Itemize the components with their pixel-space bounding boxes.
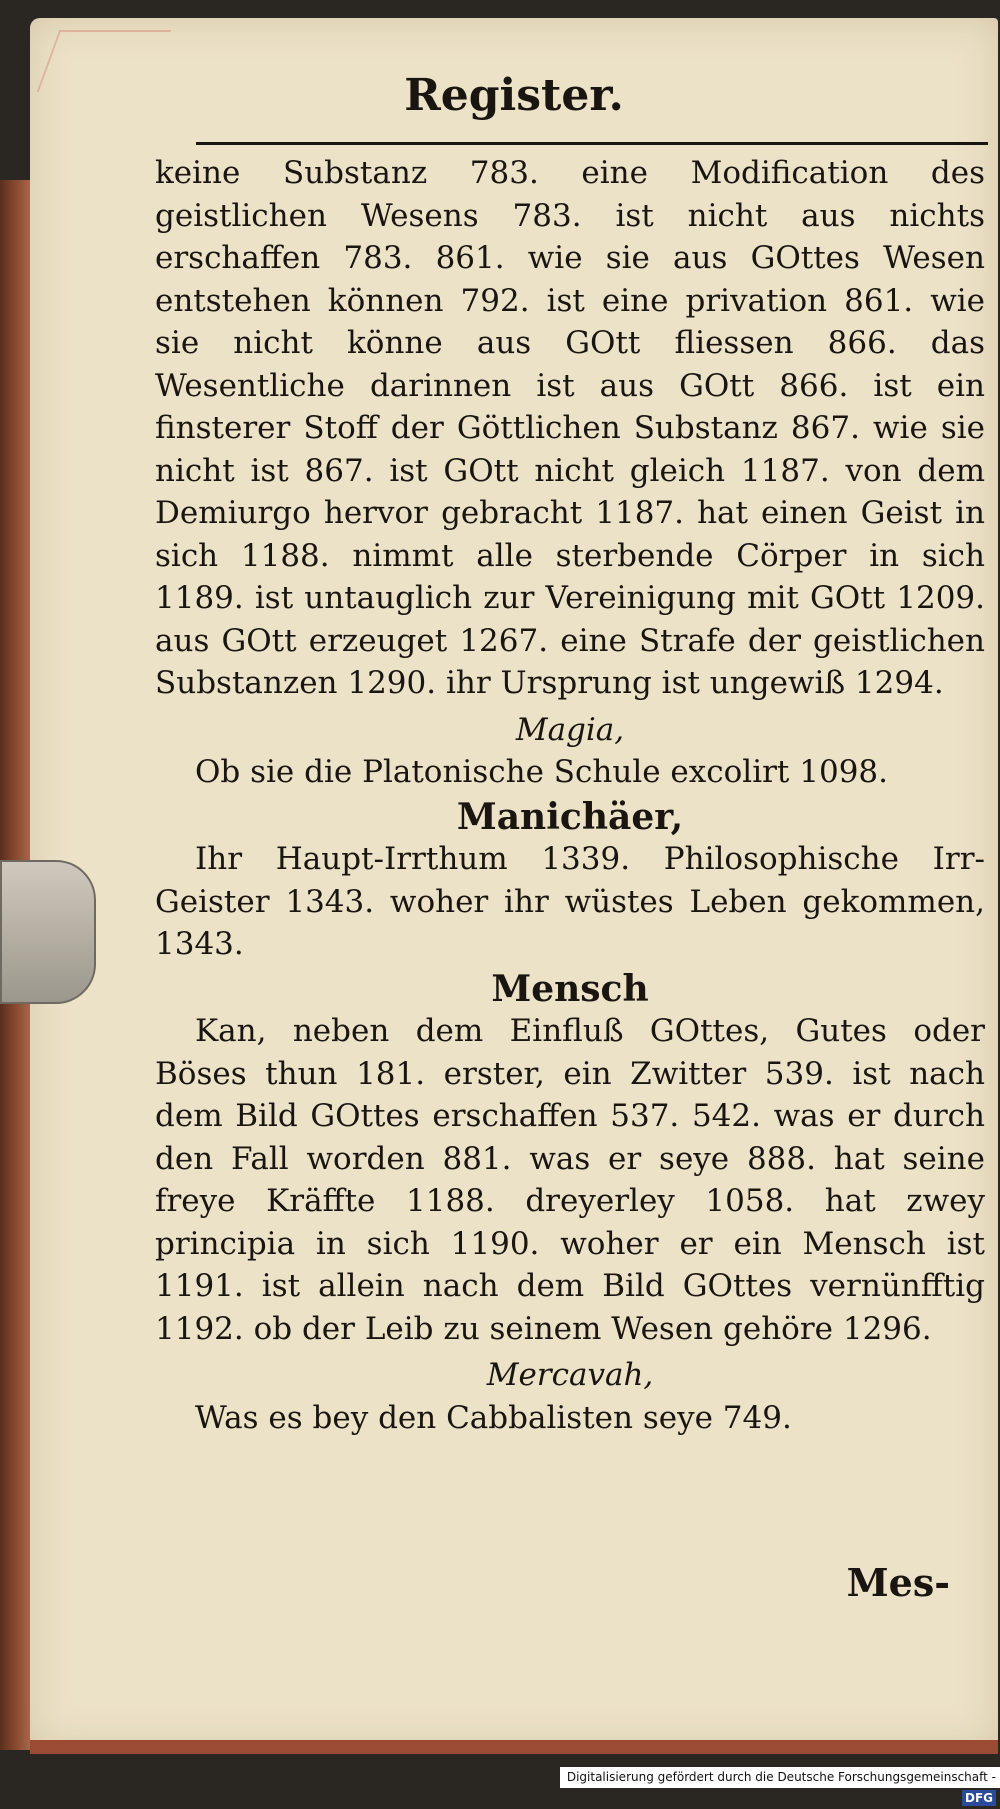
register-entry-manichaeer: Ihr Haupt-Irrthum 1339. Philosophische Irr-Geister 1343. woher ihr wüstes Leben gekommen, 1343. <box>155 841 985 962</box>
heading-manichaeer: Manichäer, <box>456 795 684 838</box>
heading-magia: Magia, <box>515 711 625 748</box>
catchword: Mes- <box>846 1560 950 1605</box>
register-entry-substanz: keine Substanz 783. eine Modification des geistlichen Wesens 783. ist nicht aus nichts erschaffen 783. 861. wie sie aus GOttes Wesen entstehen können 792. ist eine privation 861. wie sie nicht könne aus GOtt fliessen 866. das Wesentliche darinnen ist aus GOtt 866. ist ein finsterer Stoff der Göttlichen Substanz 867. wie sie nicht ist 867. ist GOtt nicht gleich 1187. von dem Demiurgo hervor gebracht 1187. hat einen Geist in sich 1188. nimmt alle sterbende Cörper in sich 1189. ist untauglich zur Vereinigung mit GOtt 1209. aus GOtt erzeuget 1267. eine Strafe der geistlichen Substanzen 1290. ihr Ursprung ist ungewiß 1294. <box>155 155 985 701</box>
heading-mensch: Mensch <box>491 967 649 1010</box>
register-text <box>155 152 985 1439</box>
page-bottom-edge <box>30 1740 998 1754</box>
header-rule <box>196 142 988 145</box>
page-clip <box>0 860 96 1004</box>
footer-text: Digitalisierung gefördert durch die Deutsche Forschungsgemeinschaft - <box>566 1770 996 1784</box>
register-entry-mercavah: Was es bey den Cabbalisten seye 749. <box>195 1399 792 1436</box>
page-header: Register. <box>404 70 624 121</box>
dfg-logo: DFG <box>962 1790 996 1806</box>
digitization-footer <box>560 1767 1000 1805</box>
register-entry-mensch: Kan, neben dem Einfluß GOttes, Gutes oder Böses thun 181. erster, ein Zwitter 539. ist nach dem Bild GOttes erschaffen 537. 542. was er durch den Fall worden 881. was er seye 888. hat seine freye Kräffte 1188. dreyerley 1058. hat zwey principia in sich 1190. woher er ein Mensch ist 1191. ist allein nach dem Bild GOttes vernünfftig 1192. ob der Leib zu seinem Wesen gehöre 1296. <box>155 1013 985 1347</box>
register-entry-magia: Ob sie die Platonische Schule excolirt 1098. <box>195 754 888 790</box>
heading-mercavah: Mercavah, <box>486 1357 654 1393</box>
